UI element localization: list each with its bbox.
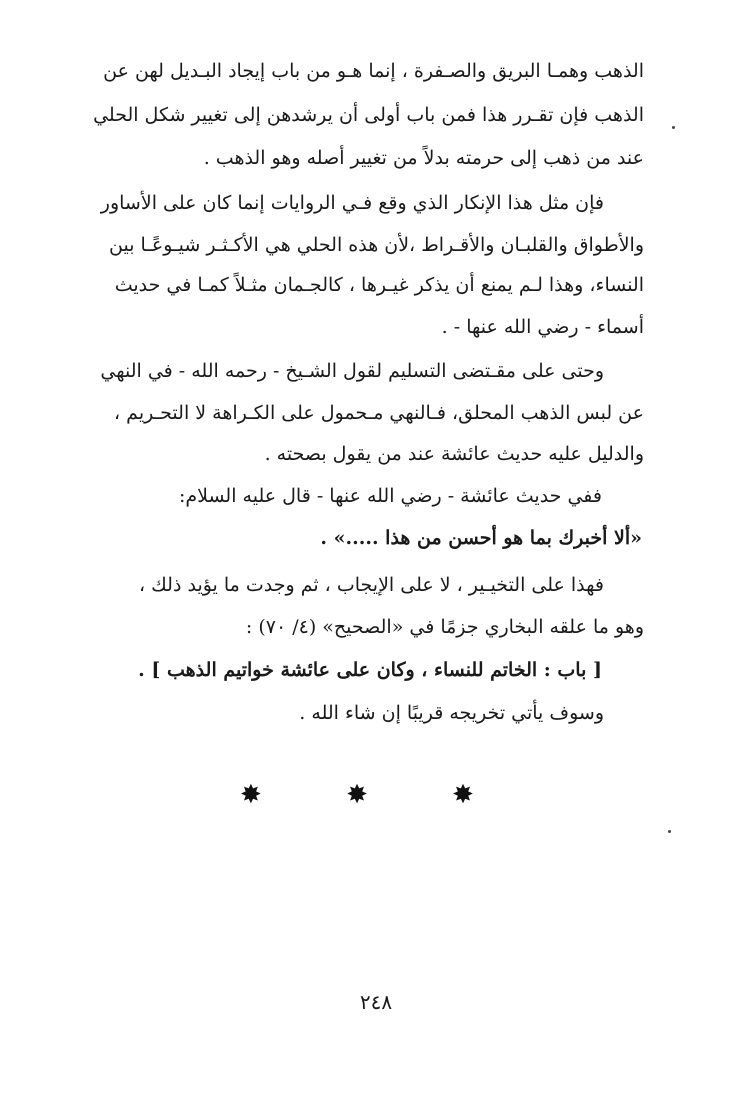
text-line-11: ففي حديث عائشة - رضي الله عنها - قال عليه السلام:: [178, 485, 602, 507]
text-line-5: والأطواق والقلبـان والأقـراط ،لأن هذه الحلي هي الأكـثـر شيـوعًـا بين: [109, 234, 644, 256]
text-line-2: الذهب فإن تقـرر هذا فمن باب أولى أن يرشدهن إلى تغيير شكل الحلي: [93, 104, 644, 126]
text-line-3: عند من ذهب إلى حرمته بدلاً من تغيير أصله وهو الذهب .: [203, 147, 644, 169]
text-line-10: والدليل عليه حديث عائشة عند من يقول بصحته .: [264, 443, 644, 465]
text-line-6: النساء، وهذا لـم يمنع أن يذكر غيـرها ، كالجـمان مثـلاً كمـا في حديث: [114, 274, 644, 296]
text-line-1: الذهب وهمـا البريق والصـفرة ، إنما هـو من باب إيجاد البـديل لهن عن: [103, 60, 644, 82]
hadith-quote: «ألا أخبرك بما هو أحسن من هذا .....» .: [320, 527, 642, 549]
text-line-13: فهذا على التخيـير ، لا على الإيجاب ، ثم وجدت ما يؤيد ذلك ،: [139, 574, 604, 596]
text-line-7: أسماء - رضي الله عنها - .: [441, 316, 644, 338]
text-line-14: وهو ما علقه البخاري جزمًا في «الصحيح» (٤/ ٧٠) :: [245, 616, 644, 638]
scan-speck: [668, 830, 671, 833]
page-number: ٢٤٨: [359, 990, 393, 1014]
text-line-4: فإن مثل هذا الإنكار الذي وقع فـي الروايات إنما كان على الأساور: [100, 192, 604, 214]
text-line-16: وسوف يأتي تخريجه قريبًا إن شاء الله .: [299, 702, 604, 724]
section-ornament: ✸ ✸ ✸: [240, 780, 512, 810]
scan-speck: [672, 126, 675, 129]
text-line-8: وحتى على مقـتضى التسليم لقول الشـيخ - رحمه الله - في النهي: [100, 360, 604, 382]
bab-heading: [ باب : الخاتم للنساء ، وكان على عائشة خواتيم الذهب ] .: [138, 659, 602, 681]
text-line-9: عن لبس الذهب المحلق، فـالنهي مـحمول على الكـراهة لا التحـريم ،: [114, 402, 644, 424]
